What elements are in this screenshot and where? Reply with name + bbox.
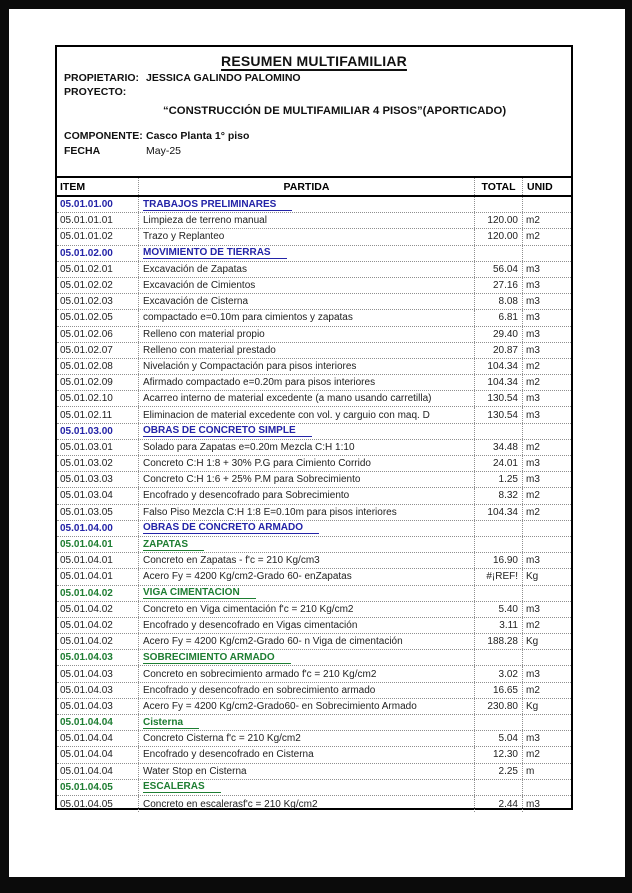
cell-total: 3.11 xyxy=(475,618,523,633)
table-section-row xyxy=(57,424,571,440)
cell-partida: Water Stop en Cisterna xyxy=(139,764,475,779)
cell-item: 05.01.04.03 xyxy=(57,666,139,681)
cell-total: 6.81 xyxy=(475,310,523,325)
cell-total xyxy=(475,424,523,439)
fecha-value: May-25 xyxy=(146,145,182,157)
table-row xyxy=(57,747,571,763)
cell-partida: SOBRECIMIENTO ARMADO xyxy=(139,650,475,665)
table-row xyxy=(57,310,571,326)
cell-unid: m2 xyxy=(526,490,540,502)
cell-unid: m3 xyxy=(526,798,540,810)
table-row xyxy=(57,278,571,294)
header-cell-item: ITEM xyxy=(57,178,139,195)
cell-partida: Trazo y Replanteo xyxy=(139,229,475,244)
cell-item: 05.01.02.09 xyxy=(57,375,139,390)
cell-partida: Concreto Cisterna f'c = 210 Kg/cm2 xyxy=(139,731,475,746)
cell-unid: m2 xyxy=(526,377,540,389)
cell-item: 05.01.03.01 xyxy=(57,440,139,455)
cell-total: 130.54 xyxy=(475,407,523,422)
table-row xyxy=(57,213,571,229)
cell-total: 130.54 xyxy=(475,391,523,406)
cell-partida: Excavación de Cimientos xyxy=(139,278,475,293)
cell-total: #¡REF! xyxy=(475,569,523,584)
cell-partida: Encofrado y desencofrado en Vigas cimentación xyxy=(139,618,475,633)
cell-partida: Cisterna xyxy=(139,715,475,730)
cell-partida: ZAPATAS xyxy=(139,537,475,552)
cell-partida: OBRAS DE CONCRETO ARMADO xyxy=(139,521,475,536)
cell-partida: MOVIMIENTO DE TIERRAS xyxy=(139,246,475,261)
table-row xyxy=(57,472,571,488)
table-row xyxy=(57,391,571,407)
document-page xyxy=(9,9,625,877)
cell-total: 29.40 xyxy=(475,327,523,342)
cell-total xyxy=(475,246,523,261)
table-row xyxy=(57,666,571,682)
table-row xyxy=(57,359,571,375)
cell-item: 05.01.03.00 xyxy=(57,424,139,439)
cell-total: 34.48 xyxy=(475,440,523,455)
cell-item: 05.01.04.01 xyxy=(57,553,139,568)
field-fecha xyxy=(64,145,181,157)
cell-total xyxy=(475,521,523,536)
cell-unid: m2 xyxy=(526,684,540,696)
propietario-value: JESSICA GALINDO PALOMINO xyxy=(146,72,301,84)
cell-unid: m3 xyxy=(526,409,540,421)
cell-unid: Kg xyxy=(526,571,539,583)
cell-unid: m3 xyxy=(526,668,540,680)
cell-unid: m3 xyxy=(526,344,540,356)
cell-item: 05.01.04.03 xyxy=(57,699,139,714)
cell-item: 05.01.04.02 xyxy=(57,602,139,617)
cell-unid xyxy=(523,715,571,730)
cell-partida: ESCALERAS xyxy=(139,780,475,795)
table-row xyxy=(57,731,571,747)
cell-unid: m2 xyxy=(526,360,540,372)
cell-item: 05.01.02.01 xyxy=(57,262,139,277)
cell-item: 05.01.04.04 xyxy=(57,715,139,730)
cell-item: 05.01.04.02 xyxy=(57,634,139,649)
table-section-row xyxy=(57,715,571,731)
cell-total: 8.08 xyxy=(475,294,523,309)
proyecto-label: PROYECTO: xyxy=(64,86,127,98)
table-row xyxy=(57,602,571,618)
cell-partida: Concreto C:H 1:6 + 25% P.M para Sobrecimiento xyxy=(139,472,475,487)
cell-item: 05.01.04.03 xyxy=(57,650,139,665)
cell-item: 05.01.04.03 xyxy=(57,683,139,698)
cell-unid: m2 xyxy=(526,749,540,761)
cell-partida: Concreto en Zapatas - f'c = 210 Kg/cm3 xyxy=(139,553,475,568)
cell-total: 2.25 xyxy=(475,764,523,779)
cell-partida: Limpieza de terreno manual xyxy=(139,213,475,228)
field-proyecto xyxy=(64,86,146,98)
cell-unid: m3 xyxy=(526,393,540,405)
cell-total: 188.28 xyxy=(475,634,523,649)
table-row xyxy=(57,440,571,456)
fecha-label: FECHA xyxy=(64,145,101,157)
cell-partida: Falso Piso Mezcla C:H 1:8 E=0.10m para pisos interiores xyxy=(139,505,475,520)
cell-total: 24.01 xyxy=(475,456,523,471)
table-row xyxy=(57,569,571,585)
cell-total: 104.34 xyxy=(475,359,523,374)
cell-partida: Encofrado y desencofrado en sobrecimiento armado xyxy=(139,683,475,698)
cell-item: 05.01.04.04 xyxy=(57,731,139,746)
cell-partida: Acero Fy = 4200 Kg/cm2-Grado 60- n Viga de cimentación xyxy=(139,634,475,649)
cell-unid: m2 xyxy=(526,231,540,243)
cell-total: 5.04 xyxy=(475,731,523,746)
table-row xyxy=(57,262,571,278)
cell-item: 05.01.04.01 xyxy=(57,537,139,552)
cell-partida: Concreto en sobrecimiento armado f'c = 210 Kg/cm2 xyxy=(139,666,475,681)
table-section-row xyxy=(57,537,571,553)
componente-value: Casco Planta 1° piso xyxy=(146,130,250,142)
table-body xyxy=(57,197,571,812)
cell-partida: VIGA CIMENTACION xyxy=(139,586,475,601)
cell-total: 16.90 xyxy=(475,553,523,568)
field-componente xyxy=(64,130,249,142)
cell-unid: m3 xyxy=(526,296,540,308)
cell-unid xyxy=(523,537,571,552)
table-row xyxy=(57,294,571,310)
cell-item: 05.01.02.03 xyxy=(57,294,139,309)
cell-total: 12.30 xyxy=(475,747,523,762)
cell-partida: OBRAS DE CONCRETO SIMPLE xyxy=(139,424,475,439)
cell-unid: Kg xyxy=(526,636,539,648)
cell-partida: TRABAJOS PRELIMINARES xyxy=(139,197,475,212)
cell-item: 05.01.02.11 xyxy=(57,407,139,422)
cell-total xyxy=(475,197,523,212)
cell-item: 05.01.04.04 xyxy=(57,747,139,762)
cell-unid: m3 xyxy=(526,328,540,340)
cell-partida: Eliminacion de material excedente con vol. y carguio con maq. D xyxy=(139,407,475,422)
table-section-row xyxy=(57,650,571,666)
cell-total: 1.25 xyxy=(475,472,523,487)
cell-partida: Acero Fy = 4200 Kg/cm2-Grado60- en Sobrecimiento Armado xyxy=(139,699,475,714)
cell-item: 05.01.02.08 xyxy=(57,359,139,374)
cell-partida: compactado e=0.10m para cimientos y zapatas xyxy=(139,310,475,325)
table-row xyxy=(57,505,571,521)
table-row xyxy=(57,618,571,634)
table-section-row xyxy=(57,246,571,262)
cell-item: 05.01.04.02 xyxy=(57,618,139,633)
cell-total: 3.02 xyxy=(475,666,523,681)
cell-unid: m2 xyxy=(526,215,540,227)
table-section-row xyxy=(57,586,571,602)
cell-item: 05.01.01.01 xyxy=(57,213,139,228)
cell-partida: Acero Fy = 4200 Kg/cm2-Grado 60- enZapatas xyxy=(139,569,475,584)
cell-total: 5.40 xyxy=(475,602,523,617)
cell-total: 8.32 xyxy=(475,488,523,503)
cell-total xyxy=(475,650,523,665)
cell-partida: Solado para Zapatas e=0.20m Mezcla C:H 1:10 xyxy=(139,440,475,455)
cell-partida: Acarreo interno de material excedente (a mano usando carretilla) xyxy=(139,391,475,406)
cell-total: 120.00 xyxy=(475,213,523,228)
table-row xyxy=(57,683,571,699)
header-cell-total: TOTAL xyxy=(475,178,523,195)
cell-item: 05.01.02.06 xyxy=(57,327,139,342)
table-row xyxy=(57,229,571,245)
cell-total: 27.16 xyxy=(475,278,523,293)
table-row xyxy=(57,553,571,569)
document-frame xyxy=(55,45,573,810)
cell-item: 05.01.04.05 xyxy=(57,780,139,795)
table-row xyxy=(57,488,571,504)
cell-partida: Relleno con material prestado xyxy=(139,343,475,358)
cell-partida: Nivelación y Compactación para pisos interiores xyxy=(139,359,475,374)
cell-partida: Concreto C:H 1:8 + 30% P.G para Cimiento Corrido xyxy=(139,456,475,471)
cell-total: 20.87 xyxy=(475,343,523,358)
cell-total xyxy=(475,586,523,601)
cell-unid: m3 xyxy=(526,280,540,292)
cell-partida: Excavación de Cisterna xyxy=(139,294,475,309)
cell-partida: Encofrado y desencofrado para Sobrecimiento xyxy=(139,488,475,503)
table-section-row xyxy=(57,780,571,796)
cell-partida: Relleno con material propio xyxy=(139,327,475,342)
header-cell-partida: PARTIDA xyxy=(139,178,475,195)
cell-unid: Kg xyxy=(526,700,539,712)
cell-total: 104.34 xyxy=(475,375,523,390)
cell-unid xyxy=(523,197,571,212)
cell-total: 56.04 xyxy=(475,262,523,277)
cell-unid xyxy=(523,521,571,536)
cell-unid xyxy=(523,246,571,261)
header-cell-unid: UNID xyxy=(527,180,553,193)
cell-item: 05.01.02.00 xyxy=(57,246,139,261)
cell-item: 05.01.03.03 xyxy=(57,472,139,487)
project-title: “CONSTRUCCIÓN DE MULTIFAMILIAR 4 PISOS”(APORTICADO) xyxy=(163,105,507,117)
table-row xyxy=(57,343,571,359)
cell-item: 05.01.03.04 xyxy=(57,488,139,503)
cell-unid xyxy=(523,424,571,439)
cell-partida: Concreto en Viga cimentación f'c = 210 Kg/cm2 xyxy=(139,602,475,617)
cell-item: 05.01.04.00 xyxy=(57,521,139,536)
table-row xyxy=(57,796,571,812)
cell-total xyxy=(475,780,523,795)
componente-label: COMPONENTE: xyxy=(64,130,143,142)
cell-item: 05.01.02.05 xyxy=(57,310,139,325)
cell-item: 05.01.02.10 xyxy=(57,391,139,406)
cell-total xyxy=(475,715,523,730)
cell-total: 16.65 xyxy=(475,683,523,698)
table-row xyxy=(57,764,571,780)
cell-item: 05.01.01.02 xyxy=(57,229,139,244)
cell-item: 05.01.04.01 xyxy=(57,569,139,584)
table-row xyxy=(57,634,571,650)
cell-unid: m3 xyxy=(526,603,540,615)
cell-partida: Encofrado y desencofrado en Cisterna xyxy=(139,747,475,762)
cell-unid: m3 xyxy=(526,312,540,324)
cell-unid xyxy=(523,586,571,601)
table-section-row xyxy=(57,197,571,213)
table-section-row xyxy=(57,521,571,537)
propietario-label: PROPIETARIO: xyxy=(64,72,140,84)
cell-unid: m3 xyxy=(526,474,540,486)
table-row xyxy=(57,456,571,472)
cell-total: 120.00 xyxy=(475,229,523,244)
cell-item: 05.01.01.00 xyxy=(57,197,139,212)
table-header-row xyxy=(57,178,571,197)
table-row xyxy=(57,699,571,715)
cell-item: 05.01.03.02 xyxy=(57,456,139,471)
cell-unid: m3 xyxy=(526,555,540,567)
cell-item: 05.01.04.04 xyxy=(57,764,139,779)
cell-unid: m2 xyxy=(526,506,540,518)
cell-unid: m3 xyxy=(526,733,540,745)
table-row xyxy=(57,375,571,391)
cell-partida: Afirmado compactado e=0.20m para pisos interiores xyxy=(139,375,475,390)
cell-total: 2.44 xyxy=(475,796,523,812)
table-row xyxy=(57,327,571,343)
cell-unid xyxy=(523,650,571,665)
document-title: RESUMEN MULTIFAMILIAR xyxy=(221,53,407,69)
cell-unid: m3 xyxy=(526,458,540,470)
cell-item: 05.01.03.05 xyxy=(57,505,139,520)
cell-unid: m2 xyxy=(526,441,540,453)
cell-total: 104.34 xyxy=(475,505,523,520)
cell-total xyxy=(475,537,523,552)
cell-item: 05.01.02.07 xyxy=(57,343,139,358)
cell-item: 05.01.02.02 xyxy=(57,278,139,293)
table-row xyxy=(57,407,571,423)
budget-table xyxy=(57,176,571,812)
cell-partida: Excavación de Zapatas xyxy=(139,262,475,277)
cell-unid: m xyxy=(526,765,535,777)
cell-partida: Concreto en escalerasf'c = 210 Kg/cm2 xyxy=(139,796,475,812)
cell-unid: m2 xyxy=(526,619,540,631)
cell-item: 05.01.04.05 xyxy=(57,796,139,812)
cell-unid xyxy=(523,780,571,795)
cell-unid: m3 xyxy=(526,263,540,275)
field-propietario xyxy=(64,72,301,84)
cell-item: 05.01.04.02 xyxy=(57,586,139,601)
cell-total: 230.80 xyxy=(475,699,523,714)
